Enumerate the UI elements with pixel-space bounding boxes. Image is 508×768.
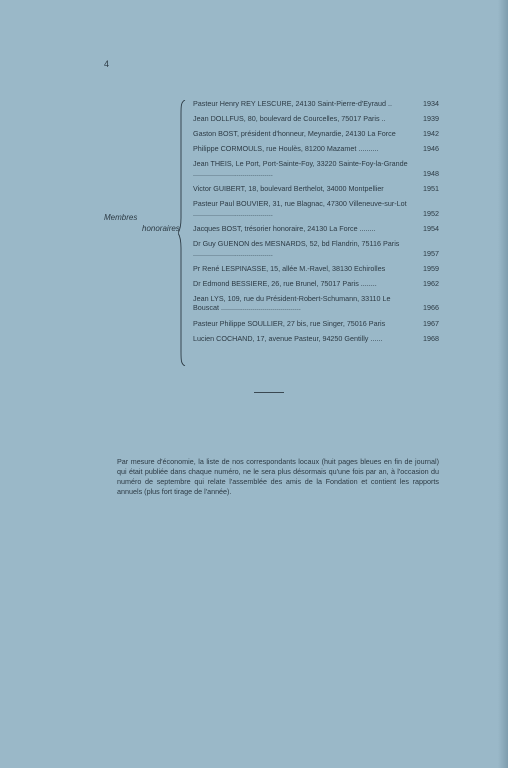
member-year: 1948 xyxy=(423,168,439,178)
member-entry xyxy=(193,294,439,313)
member-entry xyxy=(193,334,439,344)
member-entry xyxy=(193,279,439,289)
member-year: 1951 xyxy=(423,184,439,194)
member-year: 1939 xyxy=(423,114,439,124)
member-entry xyxy=(193,184,439,194)
member-entry xyxy=(193,159,439,178)
member-year: 1942 xyxy=(423,129,439,139)
member-entry xyxy=(193,199,439,218)
member-name-address: Dr Guy GUENON des MESNARDS, 52, bd Flandrin, 75116 Paris ........................................ xyxy=(193,238,400,258)
member-name-address: Philippe CORMOULS, rue Houlès, 81200 Mazamet .......... xyxy=(193,144,379,154)
member-year: 1957 xyxy=(423,248,439,258)
member-entry xyxy=(193,129,439,139)
member-entry xyxy=(193,144,439,154)
members-list xyxy=(193,99,439,349)
section-label-line1: Membres xyxy=(104,213,138,222)
member-entry xyxy=(193,264,439,274)
member-year: 1966 xyxy=(423,303,439,313)
member-name-address: Jean LYS, 109, rue du Président-Robert-Schumann, 33110 Le Bouscat ........................................ xyxy=(193,293,391,313)
section-label xyxy=(104,212,180,234)
member-entry xyxy=(193,319,439,329)
member-year: 1967 xyxy=(423,318,439,328)
member-name-address: Pasteur Paul BOUVIER, 31, rue Blagnac, 47300 Villeneuve-sur-Lot ........................................ xyxy=(193,199,407,218)
curly-brace xyxy=(178,100,186,366)
member-entry xyxy=(193,99,439,109)
member-year: 1968 xyxy=(423,333,439,343)
member-entry xyxy=(193,239,439,258)
member-name-address: Pasteur Henry REY LESCURE, 24130 Saint-Pierre-d'Eyraud .. xyxy=(193,99,392,108)
member-year: 1954 xyxy=(423,223,439,233)
page-edge-shadow xyxy=(498,0,508,768)
member-name-address: Pr René LESPINASSE, 15, allée M.-Ravel, 38130 Echirolles xyxy=(193,263,386,273)
member-name-address: Pasteur Philippe SOULLIER, 27 bis, rue Singer, 75016 Paris xyxy=(193,318,386,328)
economy-note: Par mesure d'économie, la liste de nos correspondants locaux (huit pages bleues en fin de journal) qui était publiée dans chaque numéro, ne le sera plus désormais qu'une fois par an, à l'occasion du numéro de septembre qui relate l'assemblée des amis de la Fondation et contient les rapports annuels (plus fort tirage de l'année). xyxy=(117,457,439,496)
member-name-address: Jean THEIS, Le Port, Port-Sainte-Foy, 33220 Sainte-Foy-la-Grande ........................................ xyxy=(193,159,408,178)
separator-rule xyxy=(254,392,284,393)
page-number: 4 xyxy=(104,59,110,69)
member-name-address: Dr Edmond BESSIERE, 26, rue Brunel, 75017 Paris ........ xyxy=(193,278,377,288)
member-year: 1962 xyxy=(423,278,439,288)
member-name-address: Jacques BOST, trésorier honoraire, 24130 La Force ........ xyxy=(193,223,376,233)
member-name-address: Gaston BOST, président d'honneur, Meynardie, 24130 La Force xyxy=(193,129,396,139)
member-name-address: Lucien COCHAND, 17, avenue Pasteur, 94250 Gentilly ...... xyxy=(193,333,383,343)
member-year: 1959 xyxy=(423,263,439,273)
member-year: 1952 xyxy=(423,208,439,218)
member-name-address: Victor GUIBERT, 18, boulevard Berthelot, 34000 Montpellier xyxy=(193,184,384,194)
section-label-line2: honoraires xyxy=(142,224,180,233)
member-name-address: Jean DOLLFUS, 80, boulevard de Courcelles, 75017 Paris .. xyxy=(193,114,386,124)
member-entry xyxy=(193,114,439,124)
member-entry xyxy=(193,224,439,234)
member-year: 1934 xyxy=(423,99,439,108)
member-year: 1946 xyxy=(423,144,439,154)
